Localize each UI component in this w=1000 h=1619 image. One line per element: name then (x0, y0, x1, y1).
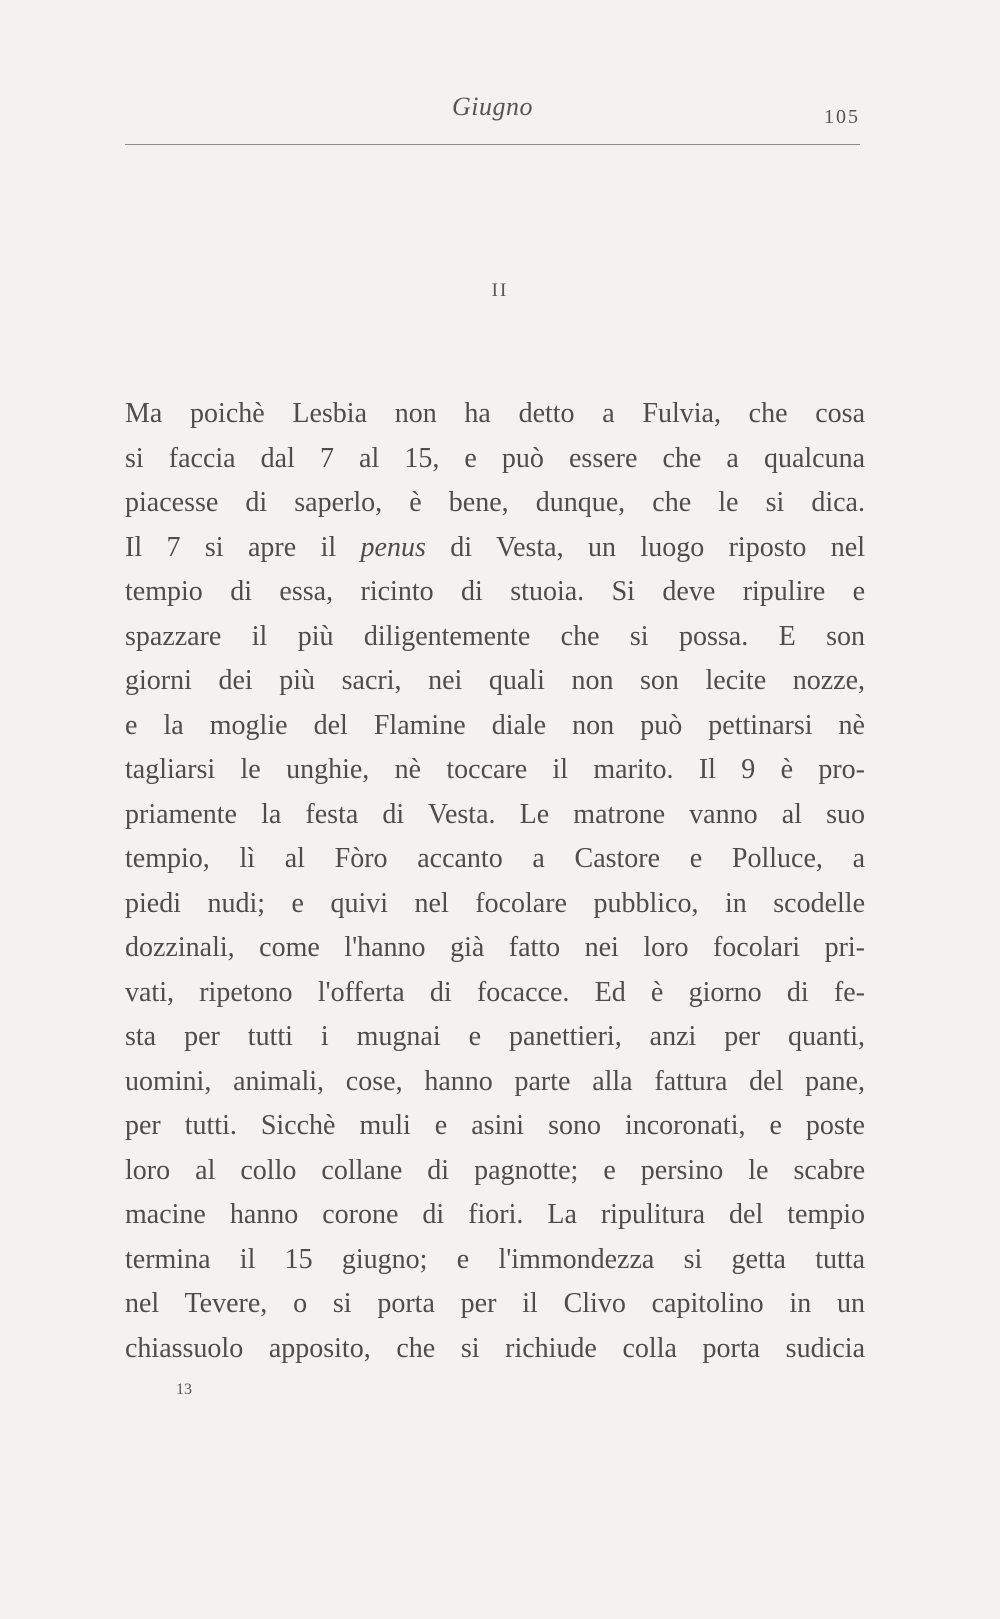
text-run: Il 7 si apre il (125, 531, 361, 563)
section-number: II (491, 280, 509, 301)
text-line: tagliarsi le unghie, nè toccare il marito. Il 9 è pro- (125, 754, 865, 785)
running-title: Giugno (452, 92, 533, 121)
text-line: sta per tutti i mugnai e panettieri, anzi per quanti, (125, 1021, 865, 1052)
text-line: chiassuolo apposito, che si richiude colla porta sudicia (125, 1332, 865, 1364)
text-line (125, 526, 865, 571)
italic-term: penus (360, 531, 426, 563)
text-line: uomini, animali, cose, hanno parte alla fattura del pane, (125, 1065, 865, 1097)
text-line: Ma poichè Lesbia non ha detto a Fulvia, che cosa (125, 398, 865, 429)
page-number: 105 (824, 106, 860, 128)
text-line: piacesse di saperlo, è bene, dunque, che le si dica. (125, 487, 865, 518)
text-line: tempio di essa, ricinto di stuoia. Si deve ripulire e (125, 576, 865, 607)
text-line: tempio, lì al Fòro accanto a Castore e Polluce, a (125, 843, 865, 874)
text-line: nel Tevere, o si porta per il Clivo capitolino in un (125, 1288, 865, 1319)
text-line: vati, ripetono l'offerta di focacce. Ed è giorno di fe- (125, 976, 865, 1008)
text-line: spazzare il più diligentemente che si possa. E son (125, 620, 865, 652)
text-line: macine hanno corone di fiori. La ripulitura del tempio (125, 1199, 865, 1230)
body-text (125, 392, 865, 1371)
text-line: dozzinali, come l'hanno già fatto nei loro focolari pri- (125, 932, 865, 963)
text-line: piedi nudi; e quivi nel focolare pubblico, in scodelle (125, 887, 865, 919)
text-line: termina il 15 giugno; e l'immondezza si getta tutta (125, 1243, 865, 1275)
text-line: giorni dei più sacri, nei quali non son lecite nozze, (125, 665, 865, 696)
text-line: priamente la festa di Vesta. Le matrone vanno al suo (125, 798, 865, 830)
signature-mark: 13 (176, 1381, 192, 1398)
text-run: di Vesta, un luogo riposto nel (425, 531, 865, 563)
header-rule (125, 144, 860, 145)
text-line: si faccia dal 7 al 15, e può essere che a qualcuna (125, 442, 865, 474)
running-head (125, 92, 860, 132)
text-line: loro al collo collane di pagnotte; e persino le scabre (125, 1154, 865, 1186)
text-line: e la moglie del Flamine diale non può pettinarsi nè (125, 709, 865, 741)
text-line: per tutti. Sicchè muli e asini sono incoronati, e poste (125, 1110, 865, 1141)
